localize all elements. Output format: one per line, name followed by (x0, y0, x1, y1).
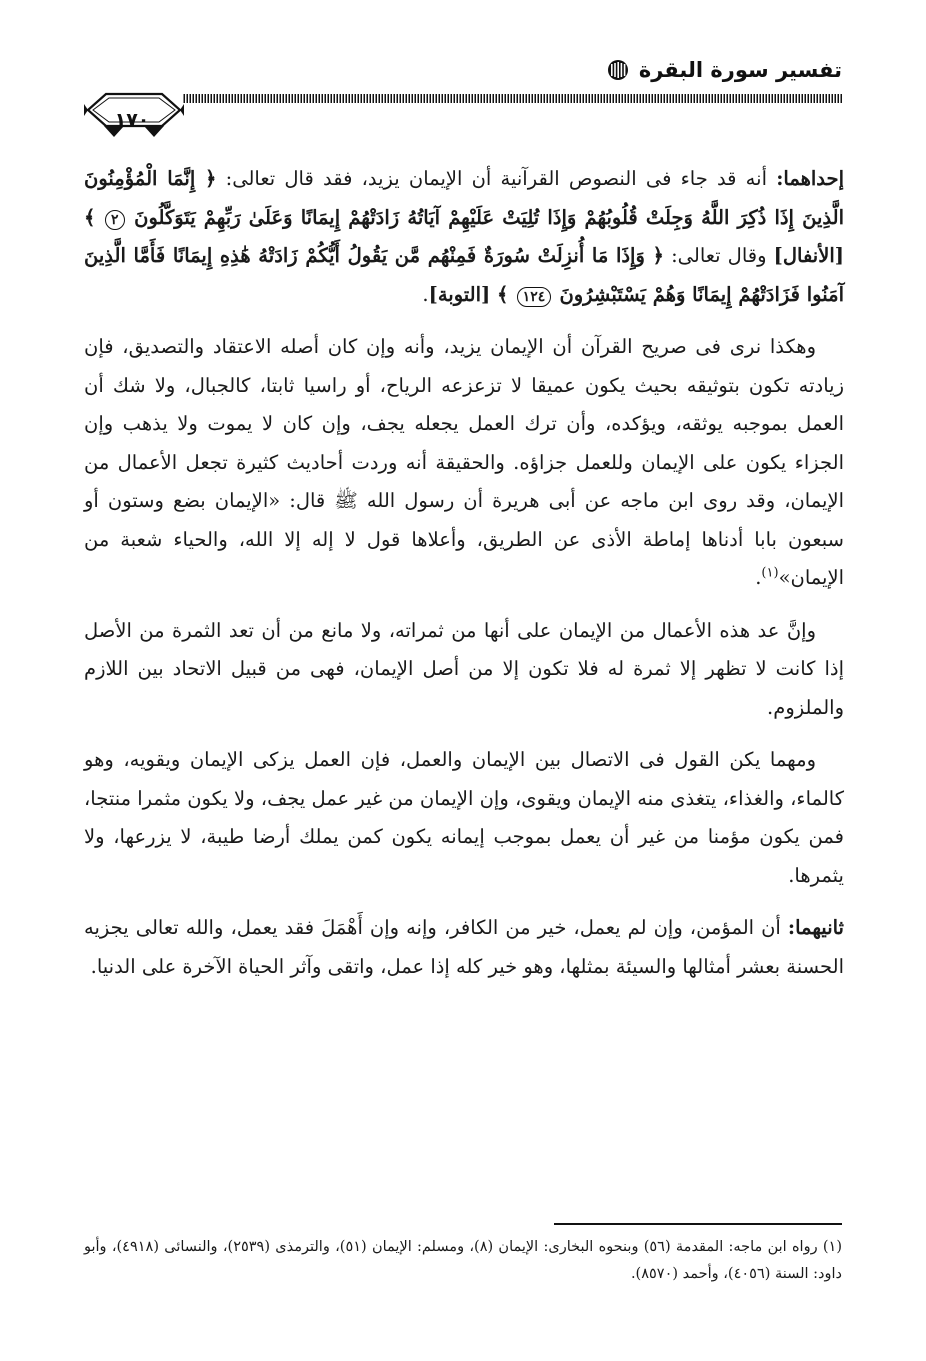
surah-reference: ﴾ [التوبة] (428, 282, 509, 306)
footnote-reference: (١) (761, 565, 779, 581)
paragraph-lead: إحداهما: (776, 167, 845, 190)
footnote: (١) رواه ابن ماجه: المقدمة (٥٦) وبنحوه البخارى: الإيمان (٨)، ومسلم: الإيمان (٥١)، والترمذى (٢٥٣٩)، والنسائى (٤٩١٨)، وأبو داود: السنة (٤٠٥٦)، وأحمد (٨٥٧٠). (84, 1239, 842, 1282)
page-number-badge (84, 80, 184, 138)
paragraph-text: أنه قد جاء فى النصوص القرآنية أن الإيمان يزيد، فقد قال تعالى: (225, 167, 767, 190)
running-title (607, 58, 842, 82)
paragraph-text: ومهما يكن القول فى الاتصال بين الإيمان والعمل، فإن العمل يزكى الإيمان ويقويه، وهو كالماء، والغذاء، يتغذى منه الإيمان ويقوى، وإن الإيمان من غير عمل يجف، ولا يكون مثمرا منتجا، فمن يكون مؤمنا من غير أن يعمل بموجب إيمانه يكون كمن يملك أرضا طيبة، لا يزرعها، ولا يثمرها. (84, 748, 844, 887)
footnote-separator (554, 1223, 842, 1225)
ayah-number: ١٢٤ (517, 287, 552, 307)
paragraph-text: وقال تعالى: (671, 244, 767, 267)
ayah-number: ٢ (105, 210, 125, 230)
paragraph-fruits (84, 612, 844, 728)
quran-verse: ﴿ وَإِذَا مَا أُنزِلَتْ سُورَةٌ فَمِنْهُم مَّن يَقُولُ أَيُّكُمْ زَادَتْهُ هَٰذِهِ إِيمَانًا فَأَمَّا الَّذِينَ آمَنُوا فَزَادَتْهُمْ إِيمَانًا وَهُمْ يَسْتَبْشِرُونَ (84, 244, 844, 306)
punctuation: . (755, 566, 762, 589)
paragraph-second-reason (84, 909, 844, 986)
paragraph-text: أن المؤمن، وإن لم يعمل، خير من الكافر، وإنه وإن أَهْمَلَ فقد يعمل، والله تعالى يجزيه الحسنة بعشر أمثالها والسيئة بمثلها، وهو خير كله إذا عمل، واتقى وآثر الحياة الآخرة على الدنيا. (84, 916, 844, 978)
footnotes (84, 1234, 842, 1288)
punctuation: . (422, 282, 429, 306)
paragraph-text: وهكذا نرى فى صريح القرآن أن الإيمان يزيد، وأنه وإن كان أصله الاعتقاد والتصديق، فإن زيادته تكون بتوثيقه بحيث يكون عميقا لا تزعزعه الرياح، أو راسيا ثابتا، كالجبال، ولا شك أن العمل بموجبه يوثقه، ويؤكده، وأن ترك العمل يجعله يجف، وإن كان لا يموت ولا يذهب وإن الجزاء يكون على الإيمان وللعمل جزاؤه. والحقيقة أنه وردت أحاديث كثيرة تجعل الأعمال من الإيمان، وقد روى ابن ماجه عن أبى هريرة أن رسول الله ﷺ قال: «الإيمان بضع وستون أو سبعون بابا أدناها إماطة الأذى عن الطريق، وأعلاها قول لا إله إلا الله، والحياء شعبة من الإيمان» (84, 335, 844, 589)
page-number: ١٧٠ (114, 109, 150, 131)
paragraph-text: وإنَّ عد هذه الأعمال من الإيمان على أنها من ثمراته، ولا مانع من أن تعد الثمرة من الأصل إذا كانت لا تظهر إلا ثمرة له فلا تكون إلا من أصل الإيمان، فهى من قبيل الاتحاد بين اللازم والملزوم. (84, 618, 844, 719)
header-hatched-rule (182, 94, 842, 103)
paragraph-faith-increase (84, 328, 844, 598)
paragraph-first-reason (84, 160, 844, 314)
paragraph-faith-and-work (84, 741, 844, 895)
quran-verse: ﴿ إِنَّمَا الْمُؤْمِنُونَ الَّذِينَ إِذَا ذُكِرَ اللَّهُ وَجِلَتْ قُلُوبُهُمْ وَإِذَا تُلِيَتْ عَلَيْهِمْ آيَاتُهُ زَادَتْهُمْ إِيمَانًا وَعَلَىٰ رَبِّهِمْ يَتَوَكَّلُونَ (84, 167, 844, 229)
page-body (84, 160, 844, 1000)
surah-reference: ﴾ [الأنفال] (84, 205, 845, 267)
flower-ornament-icon (607, 59, 629, 81)
paragraph-lead: ثانيهما: (787, 916, 844, 939)
book-title: تفسير سورة البقرة (638, 58, 842, 82)
page-header (86, 58, 842, 131)
